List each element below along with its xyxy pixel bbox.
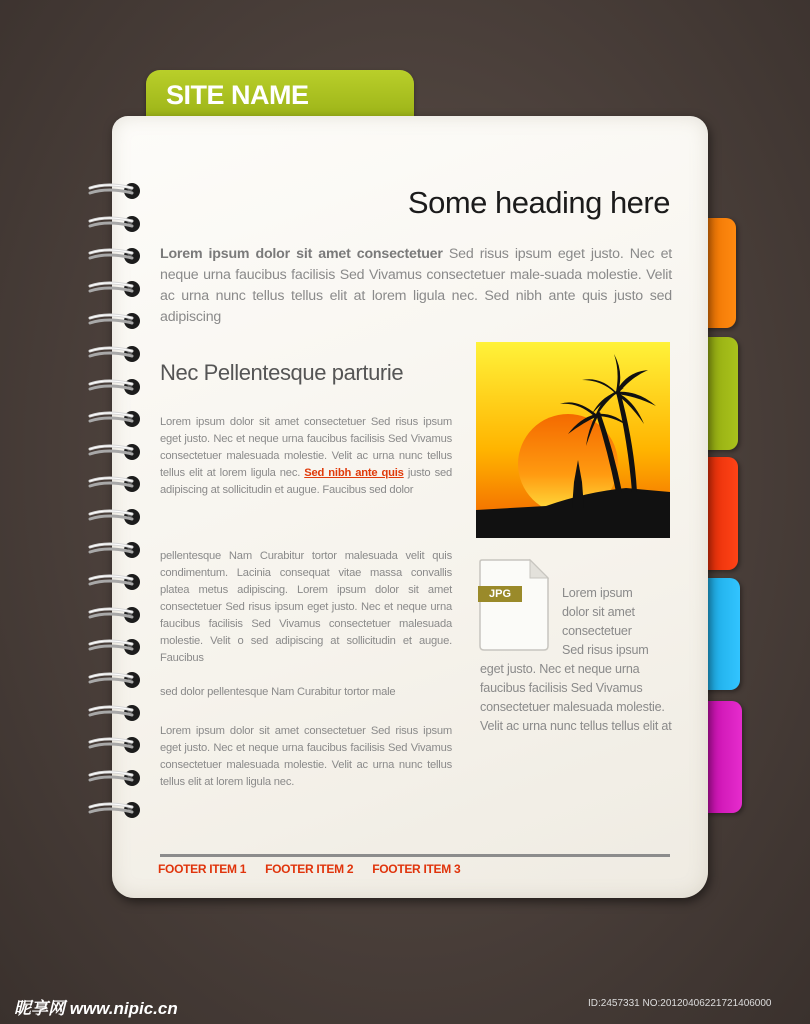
spiral-ring	[88, 473, 148, 495]
side-line-4: Sed risus ipsum	[562, 643, 649, 657]
spiral-ring	[88, 604, 148, 626]
intro-text: Sed risus ipsum eget justo. Nec et neque urna faucibus facilisis Sed Vivamus consectetuer male-suada molestie. Velit ac urna nunc tellus tellus elit at lorem ligula nec. Sed nibh ante quis justo sed adipiscing	[160, 246, 672, 325]
spiral-ring	[88, 278, 148, 300]
intro-bold: Lorem ipsum dolor sit amet consectetuer	[160, 246, 443, 262]
footer-item-2[interactable]: FOOTER ITEM 2	[265, 862, 354, 876]
spiral-ring	[88, 310, 148, 332]
side-text-rest: eget justo. Nec et neque urna faucibus facilisis Sed Vivamus consectetuer malesuada molestie. Velit ac urna nunc tellus tellus elit at	[480, 662, 672, 733]
side-line-1: Lorem ipsum	[562, 586, 633, 600]
spiral-binding	[88, 180, 152, 830]
spiral-ring	[88, 539, 148, 561]
spiral-ring	[88, 180, 148, 202]
spiral-ring	[88, 408, 148, 430]
intro-paragraph	[160, 244, 672, 328]
spiral-ring	[88, 669, 148, 691]
spiral-ring	[88, 571, 148, 593]
spiral-ring	[88, 376, 148, 398]
tab-blue[interactable]	[704, 578, 740, 690]
site-name[interactable]: SITE NAME	[166, 80, 309, 110]
spiral-ring	[88, 506, 148, 528]
spiral-ring	[88, 734, 148, 756]
page-heading: Some heading here	[407, 185, 670, 220]
section-subheading: Nec Pellentesque parturie	[160, 360, 404, 385]
paragraph-1-text-end: justo sed adipiscing at sollicitudin et augue. Faucibus sed dolor	[160, 467, 453, 496]
jpg-badge-label: JPG	[488, 588, 511, 600]
spiral-ring	[88, 245, 148, 267]
spiral-ring	[88, 441, 148, 463]
spiral-ring	[88, 213, 148, 235]
inline-link[interactable]: Sed nibh ante quis	[304, 467, 404, 479]
spiral-ring	[88, 767, 148, 789]
side-line-3: consectetuer	[562, 624, 632, 638]
footer-item-1[interactable]: FOOTER ITEM 1	[158, 862, 247, 876]
paragraph-1	[160, 414, 452, 499]
spiral-ring	[88, 343, 148, 365]
footer-nav	[158, 862, 460, 876]
watermark-logo-text: 昵享网 www.nipic.cn	[14, 999, 178, 1018]
paragraph-2: pellentesque Nam Curabitur tortor malesuada velit quis condimentum. Lacinia consequat vitae massa convallis platea metus adipiscing. Lorem ipsum dolor sit amet consectetuer Sed risus ipsum eget justo. Nec et neque urna faucibus facilisis Sed Vivamus consectetuer malesuada molestie. Velit o sed adipiscing at sollicitudin et augue. Faucibus	[160, 550, 452, 664]
tab-magenta[interactable]	[706, 701, 742, 813]
spiral-ring	[88, 702, 148, 724]
sunset-palm-image	[476, 342, 670, 538]
side-paragraph	[480, 584, 672, 736]
spiral-ring	[88, 799, 148, 821]
spiral-ring	[88, 636, 148, 658]
footer-divider	[160, 854, 670, 857]
side-line-2: dolor sit amet	[562, 605, 635, 619]
footer-item-3[interactable]: FOOTER ITEM 3	[372, 862, 461, 876]
paragraph-1-text: Lorem ipsum dolor sit amet consectetuer Sed risus ipsum eget justo. Nec et neque urna faucibus facilisis Sed Vivamus consectetuer malesuada molestie. Velit ac urna nunc tellus tellus elit at lorem ligula nec.	[160, 416, 452, 479]
paragraph-3: Lorem ipsum dolor sit amet consectetuer Sed risus ipsum eget justo. Nec et neque urna faucibus facilisis Sed Vivamus consectetuer malesuada molestie. Velit ac urna nunc tellus tellus elit at lorem ligula nec.	[160, 725, 452, 788]
watermark-id: ID:2457331 NO:20120406221721406000	[588, 998, 772, 1009]
paragraph-2-last-line: sed dolor pellentesque Nam Curabitur tortor male	[160, 686, 396, 698]
